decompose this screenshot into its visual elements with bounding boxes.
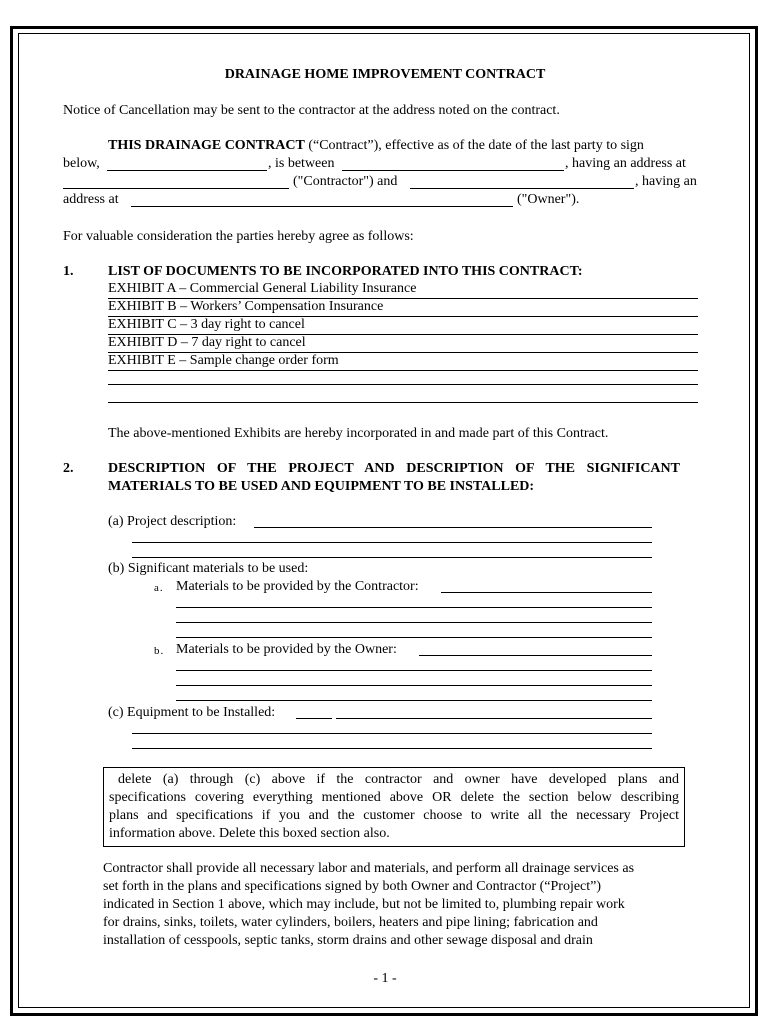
owner-address-blank[interactable] (131, 206, 513, 207)
materials-contractor-blank[interactable] (176, 637, 652, 638)
intro-line-2-a: below, (63, 156, 100, 171)
equipment-blank[interactable] (336, 718, 652, 719)
exhibit-item: EXHIBIT E – Sample change order form (108, 353, 698, 371)
document-title: DRAINAGE HOME IMPROVEMENT CONTRACT (224, 67, 546, 82)
project-description-blank[interactable] (132, 557, 652, 558)
closing-paragraph-line: set forth in the plans and specifications signed by both Owner and Contractor (“Project”) (103, 879, 602, 894)
exhibit-blank-line[interactable] (108, 384, 698, 385)
materials-owner-blank[interactable] (419, 655, 652, 656)
intro-line-2-c: , having an address at (565, 156, 686, 171)
materials-owner-marker: b. (154, 645, 165, 657)
equipment-label: (c) Equipment to be Installed: (108, 705, 276, 720)
exhibits-incorporated-text: The above-mentioned Exhibits are hereby incorporated in and made part of this Contract. (108, 426, 609, 441)
intro-line-3-b: , having an (635, 174, 697, 189)
boxed-note-line: delete (a) through (c) above if the contractor and owner have developed plans and (118, 772, 679, 787)
intro-line-4-a: address at (63, 192, 119, 207)
intro-line-4-b: ("Owner"). (517, 192, 580, 207)
exhibit-item: EXHIBIT A – Commercial General Liability Insurance (108, 281, 698, 299)
section-1-number: 1. (63, 264, 74, 279)
boxed-instruction (103, 767, 685, 847)
exhibit-item: EXHIBIT B – Workers’ Compensation Insurance (108, 299, 698, 317)
section-2-number: 2. (63, 461, 74, 476)
project-description-blank[interactable] (132, 542, 652, 543)
exhibit-item: EXHIBIT C – 3 day right to cancel (108, 317, 698, 335)
consideration-text: For valuable consideration the parties hereby agree as follows: (63, 229, 414, 244)
contract-lead: THIS DRAINAGE CONTRACT (108, 138, 305, 153)
page-number: - 1 - (373, 971, 397, 986)
exhibit-blank-line[interactable] (108, 402, 698, 403)
contractor-address-blank[interactable] (63, 188, 289, 189)
owner-name-blank[interactable] (410, 188, 634, 189)
intro-line-1 (108, 137, 644, 155)
project-description-blank[interactable] (254, 527, 652, 528)
boxed-note-line: information above. Delete this boxed section also. (109, 826, 390, 841)
contractor-name-blank[interactable] (342, 170, 564, 171)
materials-owner-label: Materials to be provided by the Owner: (176, 642, 397, 657)
effective-date-blank[interactable] (107, 170, 267, 171)
equipment-blank[interactable] (132, 748, 652, 749)
project-description-label: (a) Project description: (108, 514, 237, 529)
boxed-note-line: plans and specifications if you and the customer choose to write all the necessary Project (109, 808, 679, 823)
closing-paragraph-line: indicated in Section 1 above, which may include, but not be limited to, plumbing repair work (103, 897, 625, 912)
intro-line-3-a: ("Contractor") and (293, 174, 398, 189)
materials-contractor-marker: a. (154, 582, 164, 594)
section-2-heading-line-2: MATERIALS TO BE USED AND EQUIPMENT TO BE INSTALLED: (108, 479, 535, 494)
closing-paragraph-line: for drains, sinks, toilets, water cylinders, boilers, heaters and pipe lining; fabrication and (103, 915, 598, 930)
contract-lead-rest: (“Contract”), effective as of the date of the last party to sign (304, 138, 644, 153)
cancellation-notice: Notice of Cancellation may be sent to the contractor at the address noted on the contract. (63, 103, 560, 118)
section-2-heading-line-1: DESCRIPTION OF THE PROJECT AND DESCRIPTION OF THE SIGNIFICANT (108, 461, 680, 476)
materials-owner-blank[interactable] (176, 670, 652, 671)
materials-contractor-blank[interactable] (176, 622, 652, 623)
equipment-blank[interactable] (132, 733, 652, 734)
section-1-heading: LIST OF DOCUMENTS TO BE INCORPORATED INTO THIS CONTRACT: (108, 264, 583, 279)
closing-paragraph-line: installation of cesspools, septic tanks, storm drains and other sewage disposal and drain (103, 933, 593, 948)
materials-owner-blank[interactable] (176, 700, 652, 701)
materials-contractor-blank[interactable] (176, 607, 652, 608)
materials-label: (b) Significant materials to be used: (108, 561, 309, 576)
equipment-blank-short[interactable] (296, 718, 332, 719)
exhibit-item: EXHIBIT D – 7 day right to cancel (108, 335, 698, 353)
materials-contractor-blank[interactable] (441, 592, 652, 593)
boxed-note-line: specifications covering everything mentioned above OR delete the section below describing (109, 790, 679, 805)
materials-owner-blank[interactable] (176, 685, 652, 686)
materials-contractor-label: Materials to be provided by the Contractor: (176, 579, 419, 594)
intro-line-2-b: , is between (268, 156, 335, 171)
closing-paragraph-line: Contractor shall provide all necessary labor and materials, and perform all drainage services as (103, 861, 635, 876)
